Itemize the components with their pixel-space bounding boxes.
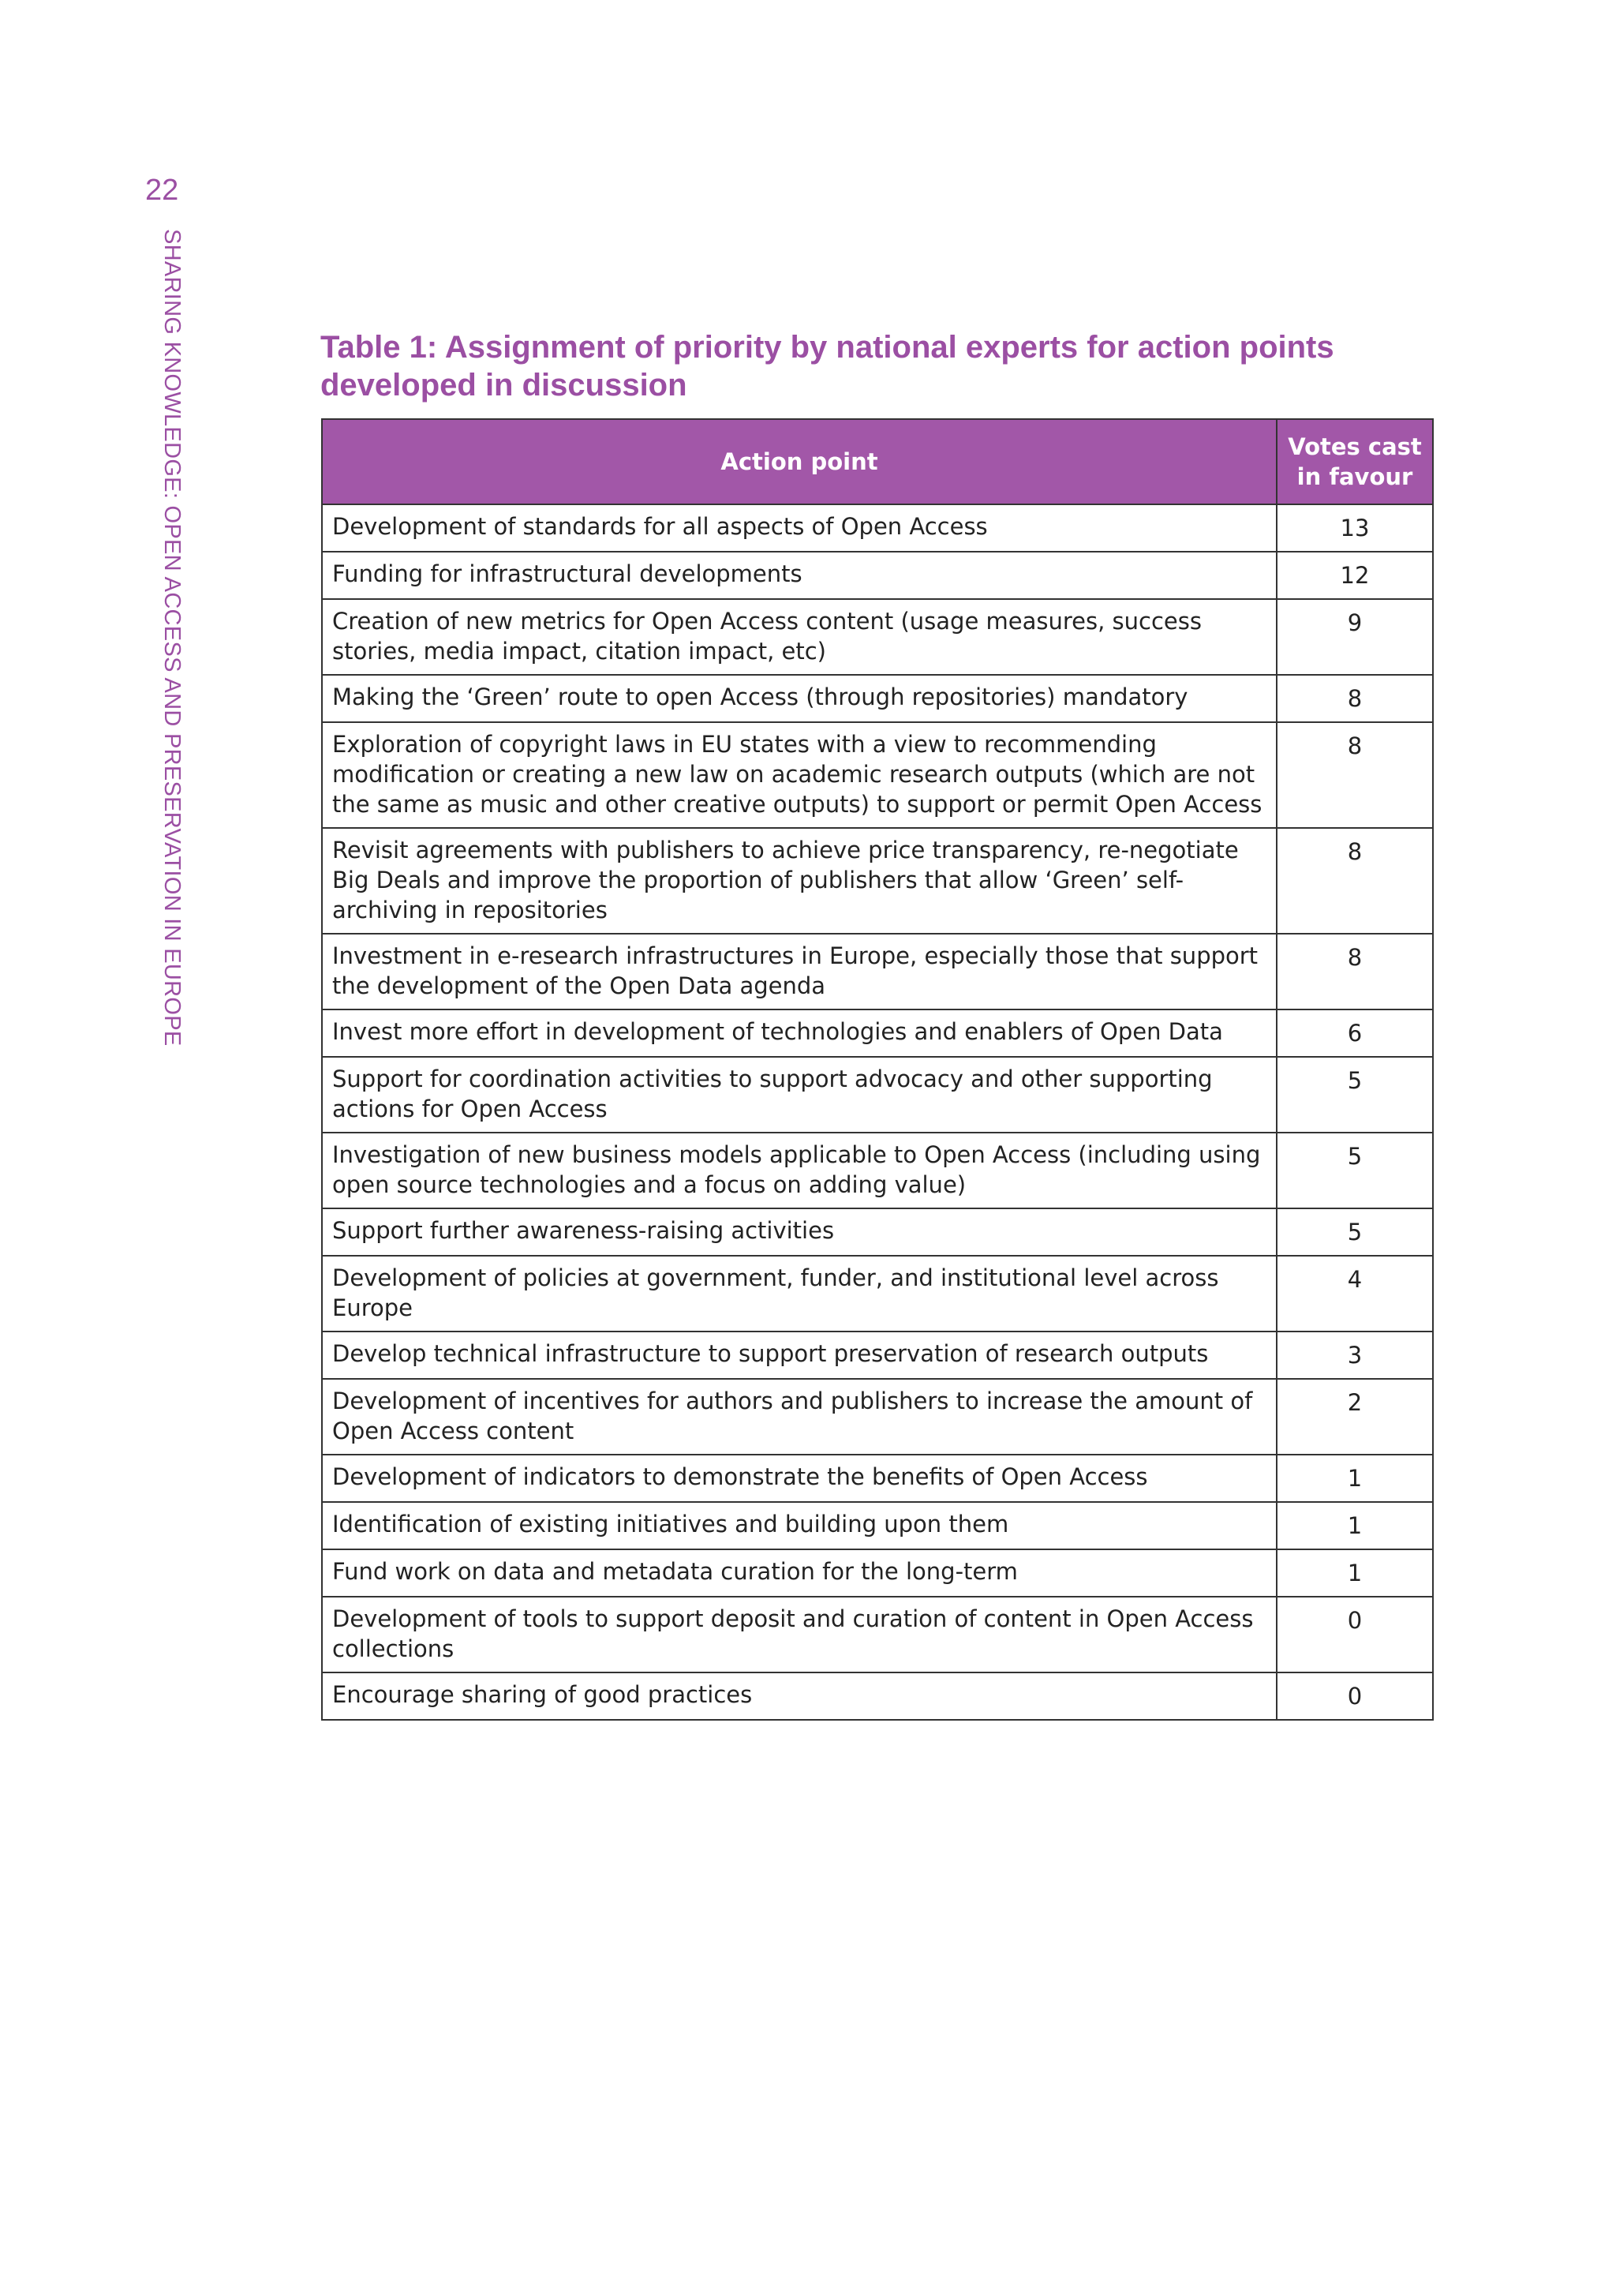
action-point-cell: Invest more effort in development of technologies and enablers of Open Data	[322, 1009, 1277, 1057]
votes-cell: 9	[1277, 599, 1433, 675]
action-point-cell: Investment in e-research infrastructures in Europe, especially those that support the development of the Open Data agenda	[322, 934, 1277, 1009]
action-point-cell: Development of tools to support deposit and curation of content in Open Access collections	[322, 1597, 1277, 1672]
votes-cell: 12	[1277, 552, 1433, 599]
action-point-cell: Making the ‘Green’ route to open Access (through repositories) mandatory	[322, 675, 1277, 722]
table-row	[322, 1502, 1433, 1549]
priority-table	[321, 418, 1434, 1721]
table-row	[322, 1332, 1433, 1379]
table-caption: Table 1: Assignment of priority by national experts for action points developed in discussion	[320, 330, 1334, 403]
action-point-cell: Development of indicators to demonstrate the benefits of Open Access	[322, 1455, 1277, 1502]
table-row	[322, 1455, 1433, 1502]
votes-cell: 8	[1277, 722, 1433, 828]
action-point-cell: Development of policies at government, funder, and institutional level across Europe	[322, 1256, 1277, 1332]
votes-cell: 8	[1277, 675, 1433, 722]
action-point-cell: Investigation of new business models applicable to Open Access (including using open source technologies and a focus on adding value)	[322, 1133, 1277, 1208]
votes-cell: 5	[1277, 1133, 1433, 1208]
table-row	[322, 934, 1433, 1009]
action-point-cell: Fund work on data and metadata curation for the long-term	[322, 1549, 1277, 1597]
table-row	[322, 1009, 1433, 1057]
votes-cell: 13	[1277, 504, 1433, 552]
column-header-votes: Votes cast in favour	[1277, 419, 1433, 504]
table-row	[322, 599, 1433, 675]
table-row	[322, 1379, 1433, 1455]
table-row	[322, 1672, 1433, 1720]
table-row	[322, 722, 1433, 828]
table-row	[322, 1208, 1433, 1256]
votes-cell: 4	[1277, 1256, 1433, 1332]
votes-cell: 1	[1277, 1549, 1433, 1597]
action-point-cell: Develop technical infrastructure to support preservation of research outputs	[322, 1332, 1277, 1379]
action-point-cell: Development of incentives for authors and publishers to increase the amount of Open Access content	[322, 1379, 1277, 1455]
page-number: 22	[145, 174, 179, 207]
table-row	[322, 504, 1433, 552]
table-row	[322, 1597, 1433, 1672]
table-row	[322, 1549, 1433, 1597]
votes-cell: 1	[1277, 1455, 1433, 1502]
votes-cell: 5	[1277, 1057, 1433, 1133]
table-header-row	[322, 419, 1433, 504]
action-point-cell: Support for coordination activities to support advocacy and other supporting actions for Open Access	[322, 1057, 1277, 1133]
table-row	[322, 828, 1433, 934]
votes-cell: 0	[1277, 1597, 1433, 1672]
votes-cell: 6	[1277, 1009, 1433, 1057]
action-point-cell: Revisit agreements with publishers to achieve price transparency, re-negotiate Big Deals and improve the proportion of publishers that allow ‘Green’ self-archiving in repositories	[322, 828, 1277, 934]
votes-cell: 3	[1277, 1332, 1433, 1379]
table-row	[322, 675, 1433, 722]
action-point-cell: Development of standards for all aspects of Open Access	[322, 504, 1277, 552]
votes-cell: 5	[1277, 1208, 1433, 1256]
votes-cell: 0	[1277, 1672, 1433, 1720]
votes-cell: 2	[1277, 1379, 1433, 1455]
action-point-cell: Creation of new metrics for Open Access content (usage measures, success stories, media impact, citation impact, etc)	[322, 599, 1277, 675]
votes-cell: 8	[1277, 828, 1433, 934]
action-point-cell: Encourage sharing of good practices	[322, 1672, 1277, 1720]
votes-cell: 1	[1277, 1502, 1433, 1549]
action-point-cell: Funding for infrastructural developments	[322, 552, 1277, 599]
votes-cell: 8	[1277, 934, 1433, 1009]
table-row	[322, 1057, 1433, 1133]
table-row	[322, 1133, 1433, 1208]
action-point-cell: Identification of existing initiatives and building upon them	[322, 1502, 1277, 1549]
table-row	[322, 1256, 1433, 1332]
column-header-action: Action point	[322, 419, 1277, 504]
table-row	[322, 552, 1433, 599]
running-title: SHARING KNOWLEDGE: OPEN ACCESS AND PRESERVATION IN EUROPE	[159, 229, 185, 1047]
action-point-cell: Exploration of copyright laws in EU states with a view to recommending modification or creating a new law on academic research outputs (which are not the same as music and other creative outputs) to support or permit Open Access	[322, 722, 1277, 828]
action-point-cell: Support further awareness-raising activities	[322, 1208, 1277, 1256]
table-body	[322, 504, 1433, 1720]
